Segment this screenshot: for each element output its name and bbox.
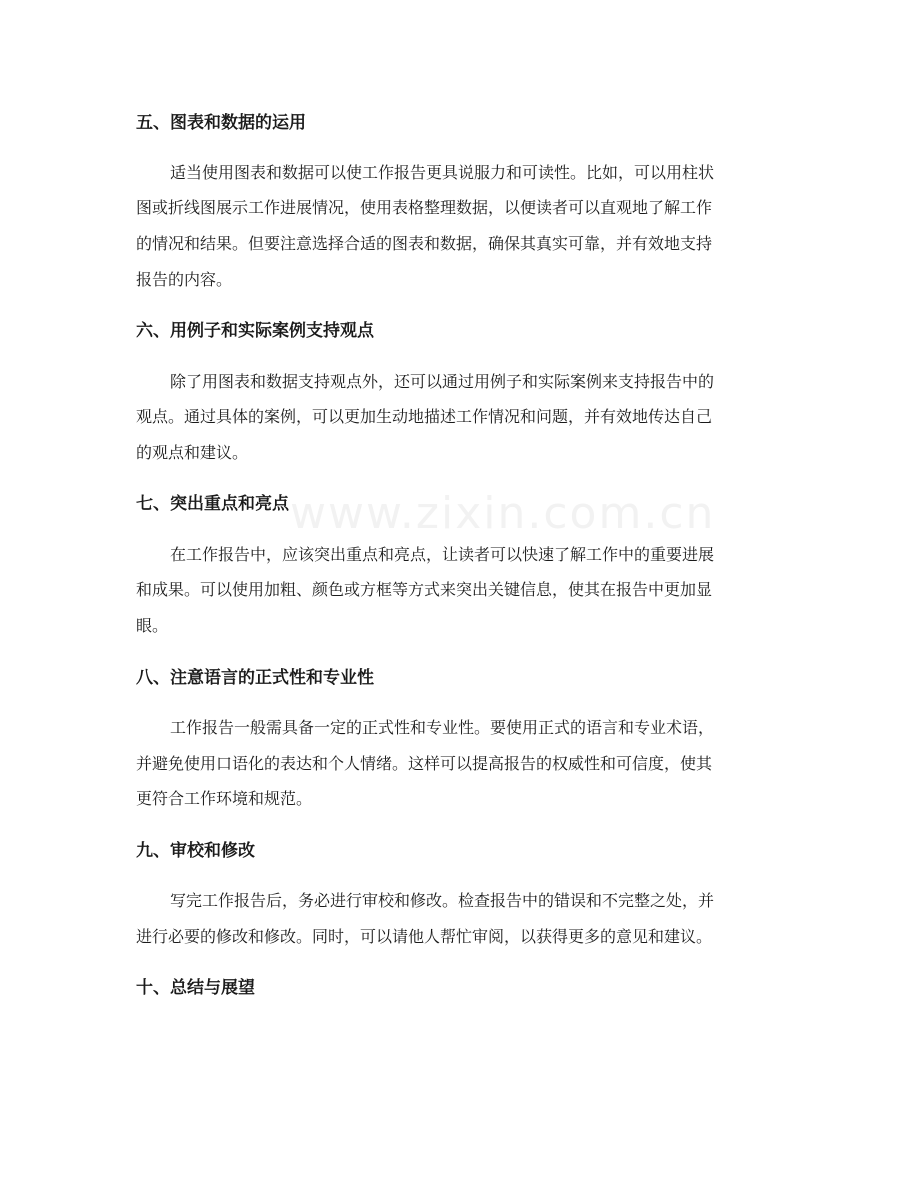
paragraph-line: 和成果。可以使用加粗、颜色或方框等方式来突出关键信息，使其在报告中更加显: [136, 580, 713, 599]
paragraph-line: 眼。: [136, 616, 169, 635]
paragraph-line: 适当使用图表和数据可以使工作报告更具说服力和可读性。比如，可以用柱状: [170, 163, 715, 182]
paragraph-line: 图或折线图展示工作进展情况，使用表格整理数据，以便读者可以直观地了解工作: [136, 198, 713, 217]
paragraph-line: 在工作报告中，应该突出重点和亮点，让读者可以快速了解工作中的重要进展: [170, 545, 715, 564]
watermark: www.zixin.com.cn: [290, 488, 716, 539]
section-heading-6: 六、用例子和实际案例支持观点: [136, 321, 374, 341]
paragraph-line: 工作报告一般需具备一定的正式性和专业性。要使用正式的语言和专业术语，: [170, 718, 715, 737]
paragraph-line: 进行必要的修改和修改。同时，可以请他人帮忙审阅，以获得更多的意见和建议。: [136, 927, 713, 946]
paragraph-line: 除了用图表和数据支持观点外，还可以通过用例子和实际案例来支持报告中的: [170, 372, 715, 391]
paragraph-line: 更符合工作环境和规范。: [136, 789, 313, 808]
section-heading-10: 十、总结与展望: [136, 978, 255, 998]
paragraph-line: 的情况和结果。但要注意选择合适的图表和数据，确保其真实可靠，并有效地支持: [136, 234, 713, 253]
section-heading-9: 九、审校和修改: [136, 841, 255, 861]
paragraph-line: 并避免使用口语化的表达和个人情绪。这样可以提高报告的权威性和可信度，使其: [136, 754, 713, 773]
section-heading-8: 八、注意语言的正式性和专业性: [136, 668, 374, 688]
paragraph-line: 的观点和建议。: [136, 443, 249, 462]
paragraph-line: 写完工作报告后，务必进行审校和修改。检查报告中的错误和不完整之处，并: [170, 891, 715, 910]
paragraph-line: 观点。通过具体的案例，可以更加生动地描述工作情况和问题，并有效地传达自己: [136, 407, 713, 426]
section-heading-5: 五、图表和数据的运用: [136, 113, 306, 133]
section-heading-7: 七、突出重点和亮点: [136, 494, 289, 514]
paragraph-line: 报告的内容。: [136, 270, 233, 289]
